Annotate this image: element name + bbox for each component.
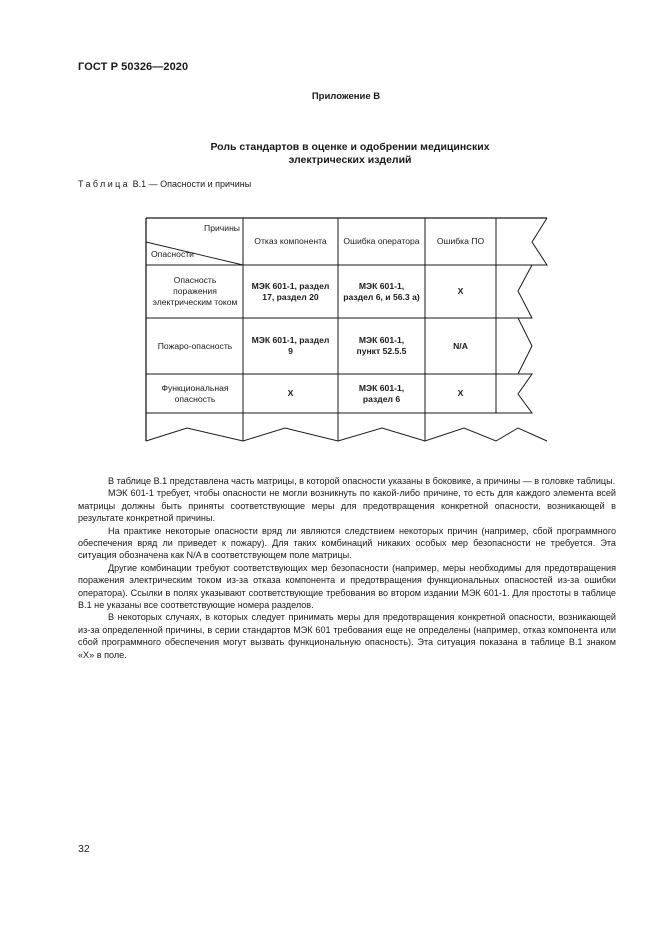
- appendix-label: Приложение В: [311, 91, 381, 102]
- row-hazard-label: Функциональная опасность: [161, 382, 229, 404]
- matrix-cell: МЭК 601-1, раздел 9: [251, 335, 330, 356]
- document-id: ГОСТ Р 50326—2020: [78, 61, 189, 73]
- paragraph: Другие комбинации требуют соответствующих мер безопасности (например, меры необходимы для предотвращения поражения электрическим током из-за отказа компонента и предотвращения функциональных опасностей из-за ошибки оператора). Ссылки в полях указывают соответствующие требования во втором издании МЭК 601-1. Для простоты в таблице В.1 не указаны все соответствующие номера разделов.: [78, 562, 616, 611]
- paragraph: В таблице В.1 представлена часть матрицы, в которой опасности указаны в боковике, а причины — в головке таблицы.: [108, 476, 616, 486]
- column-header: Ошибка оператора: [343, 236, 420, 246]
- title-line-1: Роль стандартов в оценке и одобрении медицинских: [210, 141, 490, 153]
- row-hazard-label: Опасность поражения электрическим током: [152, 275, 238, 307]
- column-header: Отказ компонента: [254, 236, 327, 246]
- row-hazard-label: Пожаро-опасность: [157, 340, 233, 351]
- paragraph: В некоторых случаях, в которых следует принимать меры для предотвращения конкретной опасности, возникающей из-за определенной причины, в серии стандартов МЭК 601 требования еще не определены (например, отказ компонента или сбой программного обеспечения могут вызвать функциональную опасность). Эта ситуация показана в таблице В.1 знаком «X» в поле.: [78, 612, 616, 660]
- column-header: Ошибка ПО: [436, 236, 485, 246]
- matrix-cell: X: [457, 388, 464, 398]
- paragraph: МЭК 601-1 требует, чтобы опасности не могли возникнуть по какой-либо причине, то есть для каждого элемента всей матрицы должны быть приняты соответствующие меры для предотвращения конкретной опасности, возникающей в результате конкретной причины.: [78, 488, 616, 524]
- matrix-cell: МЭК 601-1, раздел 6: [358, 382, 405, 404]
- matrix-cell: МЭК 601-1, пункт 52.5.5: [356, 335, 407, 356]
- matrix-cell: X: [287, 388, 294, 398]
- paragraph: На практике некоторые опасности вряд ли являются следствием некоторых причин (например, сбой программного обеспечения вряд ли приведет к пожару). Для таких комбинаций никаких особых мер безопасности не требуется. Эта ситуация обозначена как N/A в соответствующем поле матрицы.: [78, 525, 616, 561]
- title-line-2: электрических изделий: [288, 154, 412, 166]
- matrix-cell: X: [457, 286, 464, 296]
- caption-text: В.1 — Опасности и причины: [130, 179, 252, 189]
- matrix-cell: МЭК 601-1, раздел 17, раздел 20: [251, 280, 330, 302]
- body-text: [78, 475, 616, 661]
- page-number: 32: [78, 843, 90, 855]
- matrix-cell: N/A: [453, 340, 468, 351]
- corner-hazards-label: Опасности: [151, 249, 194, 259]
- caption-prefix: Таблица: [78, 179, 131, 189]
- corner-causes-label: Причины: [204, 223, 240, 233]
- matrix-cell: МЭК 601-1, раздел 6, и 56.3 а): [343, 280, 420, 302]
